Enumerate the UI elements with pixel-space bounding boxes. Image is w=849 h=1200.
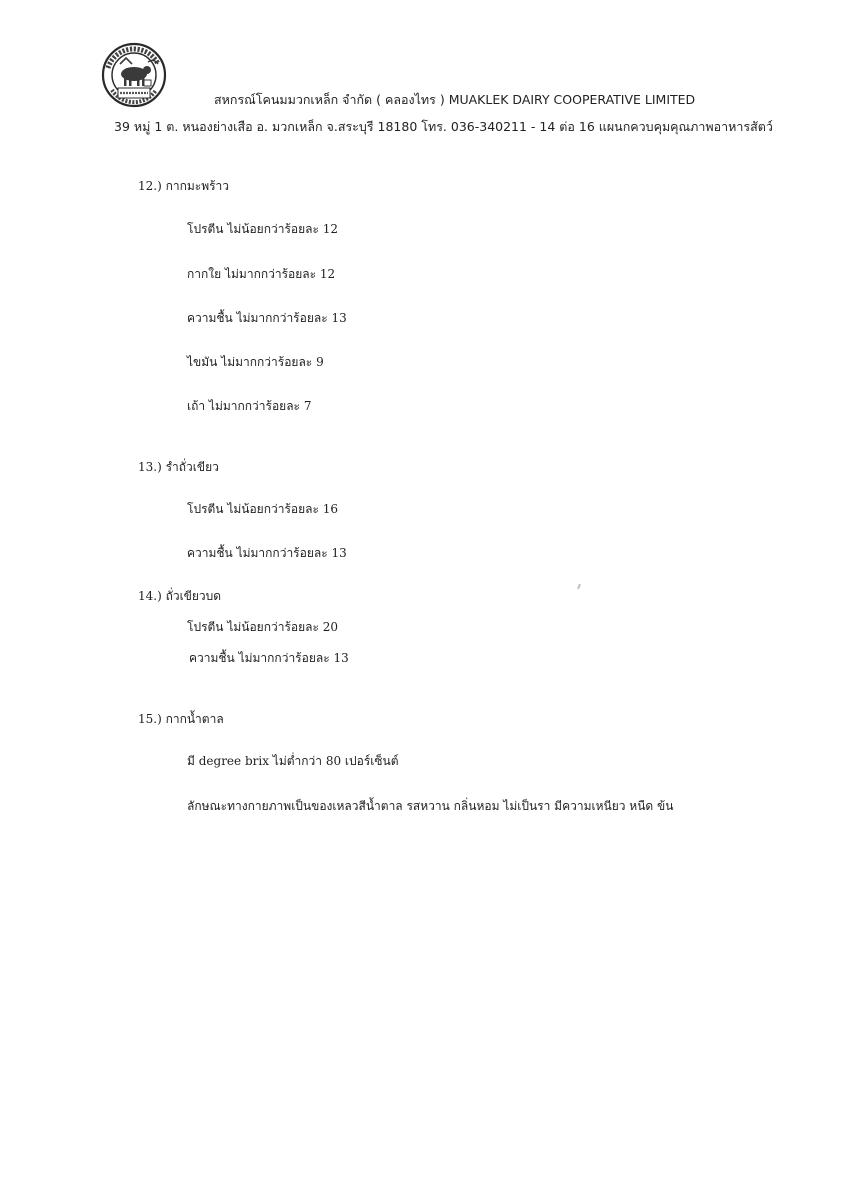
section-title: 15.) กากน้ำตาล bbox=[138, 712, 224, 726]
spec-item: โปรตีน ไม่น้อยกว่าร้อยละ 12 bbox=[187, 222, 339, 236]
spec-item: ไขมัน ไม่มากกว่าร้อยละ 9 bbox=[187, 355, 324, 369]
spec-item: กากใย ไม่มากกว่าร้อยละ 12 bbox=[187, 267, 336, 281]
cooperative-seal-logo bbox=[100, 40, 168, 112]
svg-text:สหกรณ์โคนมมวกเหล็ก จำกัด: สหกรณ์โคนมมวกเหล็ก จำกัด bbox=[134, 109, 160, 111]
organization-name: สหกรณ์โคนมมวกเหล็ก จำกัด ( คลองไทร ) MUAKLEK DAIRY COOPERATIVE LIMITED bbox=[214, 92, 696, 107]
spec-item: โปรตีน ไม่น้อยกว่าร้อยละ 16 bbox=[187, 502, 339, 516]
section-title: 12.) กากมะพร้าว bbox=[138, 179, 230, 193]
scan-speck bbox=[577, 584, 581, 589]
spec-item: มี degree brix ไม่ต่ำกว่า 80 เปอร์เซ็นต์ bbox=[187, 754, 399, 768]
section-title: 14.) ถั่วเขียวบด bbox=[138, 589, 222, 603]
spec-item: เถ้า ไม่มากกว่าร้อยละ 7 bbox=[187, 399, 312, 413]
spec-item: ความชื้น ไม่มากกว่าร้อยละ 13 bbox=[189, 651, 349, 665]
organization-address: 39 หมู่ 1 ต. หนองย่างเสือ อ. มวกเหล็ก จ.สระบุรี 18180 โทร. 036-340211 - 14 ต่อ 16 แผนกควบคุมคุณภาพอาหารสัตว์ bbox=[114, 119, 773, 134]
spec-item: โปรตีน ไม่น้อยกว่าร้อยละ 20 bbox=[187, 620, 339, 634]
spec-item: ความชื้น ไม่มากกว่าร้อยละ 13 bbox=[187, 546, 347, 560]
section-title: 13.) รำถั่วเขียว bbox=[138, 460, 219, 474]
spec-item: ความชื้น ไม่มากกว่าร้อยละ 13 bbox=[187, 311, 347, 325]
spec-item: ลักษณะทางกายภาพเป็นของเหลวสีน้ำตาล รสหวาน กลิ่นหอม ไม่เป็นรา มีความเหนียว หนืด ข้น bbox=[187, 799, 674, 813]
